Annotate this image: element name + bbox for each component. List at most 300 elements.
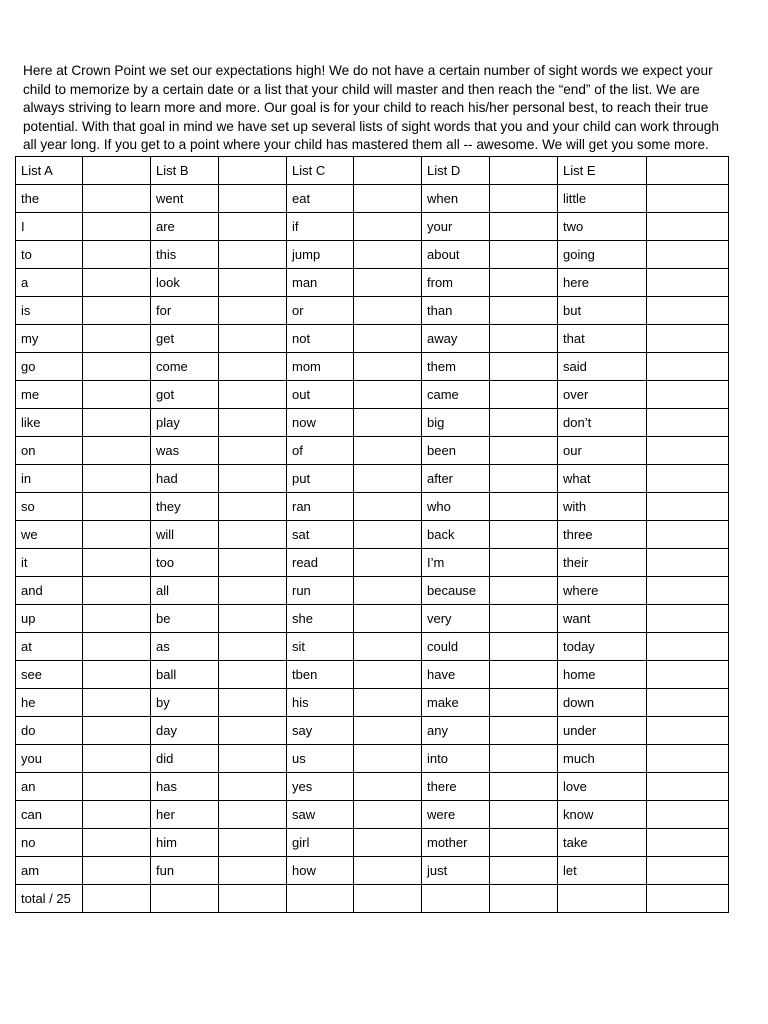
sight-word-cell: but bbox=[558, 297, 647, 325]
check-cell bbox=[83, 801, 151, 829]
sight-word-cell: can bbox=[16, 801, 83, 829]
header-row bbox=[16, 157, 729, 185]
check-cell bbox=[83, 213, 151, 241]
check-cell bbox=[647, 773, 729, 801]
check-cell bbox=[490, 801, 558, 829]
check-cell bbox=[647, 465, 729, 493]
sight-word-cell: like bbox=[16, 409, 83, 437]
word-row bbox=[16, 577, 729, 605]
check-cell bbox=[647, 269, 729, 297]
check-cell bbox=[647, 409, 729, 437]
check-cell bbox=[490, 213, 558, 241]
sight-word-cell: the bbox=[16, 185, 83, 213]
check-cell bbox=[490, 549, 558, 577]
check-cell bbox=[647, 353, 729, 381]
check-cell bbox=[83, 745, 151, 773]
check-cell bbox=[219, 717, 287, 745]
sight-word-cell: after bbox=[422, 465, 490, 493]
sight-word-cell: do bbox=[16, 717, 83, 745]
check-cell bbox=[490, 325, 558, 353]
sight-word-cell: yes bbox=[287, 773, 354, 801]
sight-word-cell: it bbox=[16, 549, 83, 577]
sight-word-cell: them bbox=[422, 353, 490, 381]
total-row bbox=[16, 885, 729, 913]
sight-word-cell: are bbox=[151, 213, 219, 241]
check-cell bbox=[354, 829, 422, 857]
sight-word-cell: too bbox=[151, 549, 219, 577]
check-cell bbox=[490, 605, 558, 633]
sight-word-cell: down bbox=[558, 689, 647, 717]
check-cell bbox=[219, 465, 287, 493]
check-cell bbox=[647, 157, 729, 185]
word-row bbox=[16, 801, 729, 829]
check-cell bbox=[490, 381, 558, 409]
sight-word-cell: that bbox=[558, 325, 647, 353]
check-cell bbox=[354, 801, 422, 829]
check-cell bbox=[490, 353, 558, 381]
check-cell bbox=[647, 829, 729, 857]
check-cell bbox=[219, 857, 287, 885]
total-cell bbox=[287, 885, 354, 913]
check-cell bbox=[83, 157, 151, 185]
check-cell bbox=[219, 521, 287, 549]
check-cell bbox=[83, 549, 151, 577]
sight-word-cell: how bbox=[287, 857, 354, 885]
check-cell bbox=[354, 633, 422, 661]
check-cell bbox=[490, 437, 558, 465]
check-cell bbox=[83, 381, 151, 409]
sight-word-cell: I bbox=[16, 213, 83, 241]
sight-word-cell: and bbox=[16, 577, 83, 605]
sight-word-cell: put bbox=[287, 465, 354, 493]
check-cell bbox=[83, 465, 151, 493]
sight-word-cell: your bbox=[422, 213, 490, 241]
sight-word-cell: tben bbox=[287, 661, 354, 689]
sight-word-cell: just bbox=[422, 857, 490, 885]
check-cell bbox=[490, 269, 558, 297]
word-row bbox=[16, 213, 729, 241]
sight-word-cell: mom bbox=[287, 353, 354, 381]
list-header: List E bbox=[558, 157, 647, 185]
intro-line: Here at Crown Point we set our expectations high! We do not have a certain number of sight words we expect your bbox=[23, 63, 713, 78]
sight-word-cell: so bbox=[16, 493, 83, 521]
check-cell bbox=[354, 605, 422, 633]
word-row bbox=[16, 269, 729, 297]
word-row bbox=[16, 437, 729, 465]
sight-word-cell: all bbox=[151, 577, 219, 605]
word-row bbox=[16, 689, 729, 717]
sight-word-cell: come bbox=[151, 353, 219, 381]
sight-word-cell: want bbox=[558, 605, 647, 633]
sight-word-cell: because bbox=[422, 577, 490, 605]
word-row bbox=[16, 661, 729, 689]
check-cell bbox=[219, 353, 287, 381]
check-cell bbox=[647, 633, 729, 661]
sight-word-cell: been bbox=[422, 437, 490, 465]
word-row bbox=[16, 297, 729, 325]
sight-word-cell: let bbox=[558, 857, 647, 885]
check-cell bbox=[647, 857, 729, 885]
sight-word-cell: run bbox=[287, 577, 354, 605]
word-row bbox=[16, 325, 729, 353]
sight-word-cell: will bbox=[151, 521, 219, 549]
check-cell bbox=[83, 577, 151, 605]
check-cell bbox=[647, 661, 729, 689]
sight-word-cell: see bbox=[16, 661, 83, 689]
check-cell bbox=[83, 297, 151, 325]
sight-word-cell: could bbox=[422, 633, 490, 661]
sight-word-cell: me bbox=[16, 381, 83, 409]
sight-word-cell: where bbox=[558, 577, 647, 605]
word-row bbox=[16, 185, 729, 213]
check-cell bbox=[219, 409, 287, 437]
sight-word-cell: to bbox=[16, 241, 83, 269]
sight-word-cell: we bbox=[16, 521, 83, 549]
sight-word-cell: out bbox=[287, 381, 354, 409]
sight-word-cell: is bbox=[16, 297, 83, 325]
check-cell bbox=[647, 885, 729, 913]
check-cell bbox=[83, 325, 151, 353]
sight-word-cell: than bbox=[422, 297, 490, 325]
check-cell bbox=[647, 185, 729, 213]
sight-word-cell: mother bbox=[422, 829, 490, 857]
check-cell bbox=[354, 885, 422, 913]
sight-word-cell: be bbox=[151, 605, 219, 633]
sight-word-cell: play bbox=[151, 409, 219, 437]
check-cell bbox=[490, 717, 558, 745]
sight-word-cell: with bbox=[558, 493, 647, 521]
check-cell bbox=[490, 409, 558, 437]
sight-word-cell: make bbox=[422, 689, 490, 717]
check-cell bbox=[354, 689, 422, 717]
check-cell bbox=[354, 269, 422, 297]
sight-word-cell: sat bbox=[287, 521, 354, 549]
list-header: List C bbox=[287, 157, 354, 185]
sight-word-cell: for bbox=[151, 297, 219, 325]
check-cell bbox=[219, 605, 287, 633]
check-cell bbox=[219, 885, 287, 913]
check-cell bbox=[354, 773, 422, 801]
sight-word-cell: man bbox=[287, 269, 354, 297]
check-cell bbox=[219, 633, 287, 661]
check-cell bbox=[354, 381, 422, 409]
check-cell bbox=[219, 745, 287, 773]
sight-word-cell: ran bbox=[287, 493, 354, 521]
sight-word-cell: was bbox=[151, 437, 219, 465]
sight-word-cell: ball bbox=[151, 661, 219, 689]
check-cell bbox=[83, 521, 151, 549]
word-row bbox=[16, 605, 729, 633]
check-cell bbox=[490, 185, 558, 213]
intro-paragraph bbox=[23, 62, 748, 155]
sight-word-cell: us bbox=[287, 745, 354, 773]
check-cell bbox=[490, 465, 558, 493]
word-row bbox=[16, 465, 729, 493]
sight-word-cell: here bbox=[558, 269, 647, 297]
check-cell bbox=[354, 857, 422, 885]
check-cell bbox=[647, 297, 729, 325]
sight-word-cell: into bbox=[422, 745, 490, 773]
sight-word-cell: her bbox=[151, 801, 219, 829]
check-cell bbox=[490, 661, 558, 689]
sight-word-cell: back bbox=[422, 521, 490, 549]
sight-word-cell: love bbox=[558, 773, 647, 801]
word-row bbox=[16, 521, 729, 549]
check-cell bbox=[647, 213, 729, 241]
sight-word-cell: of bbox=[287, 437, 354, 465]
check-cell bbox=[219, 185, 287, 213]
list-header: List D bbox=[422, 157, 490, 185]
list-header: List B bbox=[151, 157, 219, 185]
sight-word-cell: now bbox=[287, 409, 354, 437]
sight-word-cell: his bbox=[287, 689, 354, 717]
list-header: List A bbox=[16, 157, 83, 185]
check-cell bbox=[354, 437, 422, 465]
sight-word-cell: my bbox=[16, 325, 83, 353]
check-cell bbox=[647, 717, 729, 745]
total-cell bbox=[558, 885, 647, 913]
word-row bbox=[16, 241, 729, 269]
check-cell bbox=[647, 689, 729, 717]
sight-word-cell: did bbox=[151, 745, 219, 773]
check-cell bbox=[83, 773, 151, 801]
check-cell bbox=[490, 157, 558, 185]
sight-word-cell: on bbox=[16, 437, 83, 465]
sight-word-cell: look bbox=[151, 269, 219, 297]
sight-word-cell: got bbox=[151, 381, 219, 409]
sight-word-cell: today bbox=[558, 633, 647, 661]
check-cell bbox=[354, 353, 422, 381]
word-row bbox=[16, 745, 729, 773]
sight-word-cell: had bbox=[151, 465, 219, 493]
sight-word-cell: read bbox=[287, 549, 354, 577]
check-cell bbox=[490, 297, 558, 325]
word-row bbox=[16, 381, 729, 409]
sight-word-cell: little bbox=[558, 185, 647, 213]
intro-line: potential. With that goal in mind we have set up several lists of sight words that you and your child can work through bbox=[23, 118, 719, 134]
sight-word-cell: their bbox=[558, 549, 647, 577]
sight-word-cell: any bbox=[422, 717, 490, 745]
check-cell bbox=[490, 577, 558, 605]
sight-word-cell: I’m bbox=[422, 549, 490, 577]
check-cell bbox=[490, 885, 558, 913]
check-cell bbox=[83, 353, 151, 381]
intro-line: all year long. If you get to a point where your child has mastered them all -- awesome. We will get you some more. bbox=[23, 137, 709, 153]
sight-word-cell: over bbox=[558, 381, 647, 409]
check-cell bbox=[647, 745, 729, 773]
check-cell bbox=[83, 829, 151, 857]
check-cell bbox=[354, 465, 422, 493]
check-cell bbox=[647, 437, 729, 465]
check-cell bbox=[647, 241, 729, 269]
sight-word-cell: what bbox=[558, 465, 647, 493]
sight-word-cell: as bbox=[151, 633, 219, 661]
check-cell bbox=[219, 381, 287, 409]
check-cell bbox=[83, 185, 151, 213]
check-cell bbox=[219, 801, 287, 829]
sight-word-cell: a bbox=[16, 269, 83, 297]
check-cell bbox=[490, 857, 558, 885]
check-cell bbox=[647, 493, 729, 521]
total-cell bbox=[422, 885, 490, 913]
check-cell bbox=[219, 773, 287, 801]
sight-word-cell: he bbox=[16, 689, 83, 717]
check-cell bbox=[354, 717, 422, 745]
check-cell bbox=[83, 689, 151, 717]
check-cell bbox=[490, 829, 558, 857]
check-cell bbox=[83, 241, 151, 269]
check-cell bbox=[647, 549, 729, 577]
sight-word-cell: an bbox=[16, 773, 83, 801]
sight-word-cell: you bbox=[16, 745, 83, 773]
sight-word-cell: in bbox=[16, 465, 83, 493]
sight-word-cell: jump bbox=[287, 241, 354, 269]
check-cell bbox=[219, 269, 287, 297]
check-cell bbox=[354, 213, 422, 241]
sight-word-cell: saw bbox=[287, 801, 354, 829]
check-cell bbox=[219, 689, 287, 717]
check-cell bbox=[219, 325, 287, 353]
sight-word-cell: three bbox=[558, 521, 647, 549]
check-cell bbox=[219, 549, 287, 577]
sight-word-cell: don’t bbox=[558, 409, 647, 437]
sight-word-cell: girl bbox=[287, 829, 354, 857]
check-cell bbox=[490, 773, 558, 801]
word-row bbox=[16, 493, 729, 521]
check-cell bbox=[647, 325, 729, 353]
check-cell bbox=[354, 745, 422, 773]
intro-line: child to memorize by a certain date or a list that your child will master and then reach the “end” of the list. We are bbox=[23, 81, 700, 97]
sight-word-cell: when bbox=[422, 185, 490, 213]
check-cell bbox=[354, 185, 422, 213]
sight-word-cell: say bbox=[287, 717, 354, 745]
check-cell bbox=[219, 241, 287, 269]
check-cell bbox=[647, 605, 729, 633]
intro-line: always striving to learn more and more. Our goal is for your child to reach his/her personal best, to reach their true bbox=[23, 100, 709, 116]
sight-word-cell: take bbox=[558, 829, 647, 857]
check-cell bbox=[83, 605, 151, 633]
check-cell bbox=[83, 269, 151, 297]
sight-word-cell: eat bbox=[287, 185, 354, 213]
check-cell bbox=[647, 577, 729, 605]
sight-word-cell: about bbox=[422, 241, 490, 269]
word-row bbox=[16, 633, 729, 661]
word-row bbox=[16, 857, 729, 885]
sight-word-cell: they bbox=[151, 493, 219, 521]
sight-word-cell: this bbox=[151, 241, 219, 269]
sight-word-cell: fun bbox=[151, 857, 219, 885]
sight-word-cell: no bbox=[16, 829, 83, 857]
sight-words-table bbox=[15, 156, 729, 913]
sight-word-cell: by bbox=[151, 689, 219, 717]
check-cell bbox=[354, 661, 422, 689]
check-cell bbox=[83, 633, 151, 661]
check-cell bbox=[354, 493, 422, 521]
sight-word-cell: big bbox=[422, 409, 490, 437]
sight-word-cell: from bbox=[422, 269, 490, 297]
word-row bbox=[16, 353, 729, 381]
sight-word-cell: away bbox=[422, 325, 490, 353]
sight-word-cell: very bbox=[422, 605, 490, 633]
sight-word-cell: go bbox=[16, 353, 83, 381]
check-cell bbox=[354, 549, 422, 577]
check-cell bbox=[219, 577, 287, 605]
sight-word-cell: going bbox=[558, 241, 647, 269]
check-cell bbox=[490, 745, 558, 773]
total-cell: total / 25 bbox=[16, 885, 83, 913]
check-cell bbox=[490, 521, 558, 549]
check-cell bbox=[83, 857, 151, 885]
check-cell bbox=[83, 409, 151, 437]
total-cell bbox=[151, 885, 219, 913]
check-cell bbox=[490, 633, 558, 661]
table-body bbox=[16, 157, 729, 913]
sight-word-cell: much bbox=[558, 745, 647, 773]
sight-word-cell: our bbox=[558, 437, 647, 465]
check-cell bbox=[490, 689, 558, 717]
check-cell bbox=[354, 297, 422, 325]
check-cell bbox=[647, 801, 729, 829]
sight-word-cell: am bbox=[16, 857, 83, 885]
check-cell bbox=[490, 241, 558, 269]
sight-word-cell: get bbox=[151, 325, 219, 353]
sight-word-cell: under bbox=[558, 717, 647, 745]
word-row bbox=[16, 717, 729, 745]
check-cell bbox=[83, 885, 151, 913]
check-cell bbox=[219, 493, 287, 521]
check-cell bbox=[354, 577, 422, 605]
check-cell bbox=[647, 521, 729, 549]
sight-word-cell: who bbox=[422, 493, 490, 521]
check-cell bbox=[354, 241, 422, 269]
sight-word-cell: him bbox=[151, 829, 219, 857]
sight-word-cell: home bbox=[558, 661, 647, 689]
check-cell bbox=[354, 325, 422, 353]
check-cell bbox=[83, 493, 151, 521]
check-cell bbox=[219, 297, 287, 325]
check-cell bbox=[354, 521, 422, 549]
word-row bbox=[16, 773, 729, 801]
sight-word-cell: there bbox=[422, 773, 490, 801]
check-cell bbox=[647, 381, 729, 409]
sight-word-cell: she bbox=[287, 605, 354, 633]
sight-word-cell: or bbox=[287, 297, 354, 325]
check-cell bbox=[219, 829, 287, 857]
check-cell bbox=[354, 157, 422, 185]
sight-word-cell: were bbox=[422, 801, 490, 829]
sight-word-cell: went bbox=[151, 185, 219, 213]
sight-word-cell: day bbox=[151, 717, 219, 745]
check-cell bbox=[219, 661, 287, 689]
check-cell bbox=[219, 213, 287, 241]
check-cell bbox=[219, 157, 287, 185]
sight-word-cell: up bbox=[16, 605, 83, 633]
check-cell bbox=[83, 437, 151, 465]
sight-word-cell: came bbox=[422, 381, 490, 409]
word-row bbox=[16, 829, 729, 857]
sight-word-cell: two bbox=[558, 213, 647, 241]
sight-word-cell: if bbox=[287, 213, 354, 241]
sight-word-cell: sit bbox=[287, 633, 354, 661]
sight-word-cell: has bbox=[151, 773, 219, 801]
check-cell bbox=[83, 661, 151, 689]
check-cell bbox=[354, 409, 422, 437]
check-cell bbox=[219, 437, 287, 465]
sight-word-cell: not bbox=[287, 325, 354, 353]
sight-word-cell: said bbox=[558, 353, 647, 381]
check-cell bbox=[83, 717, 151, 745]
word-row bbox=[16, 549, 729, 577]
